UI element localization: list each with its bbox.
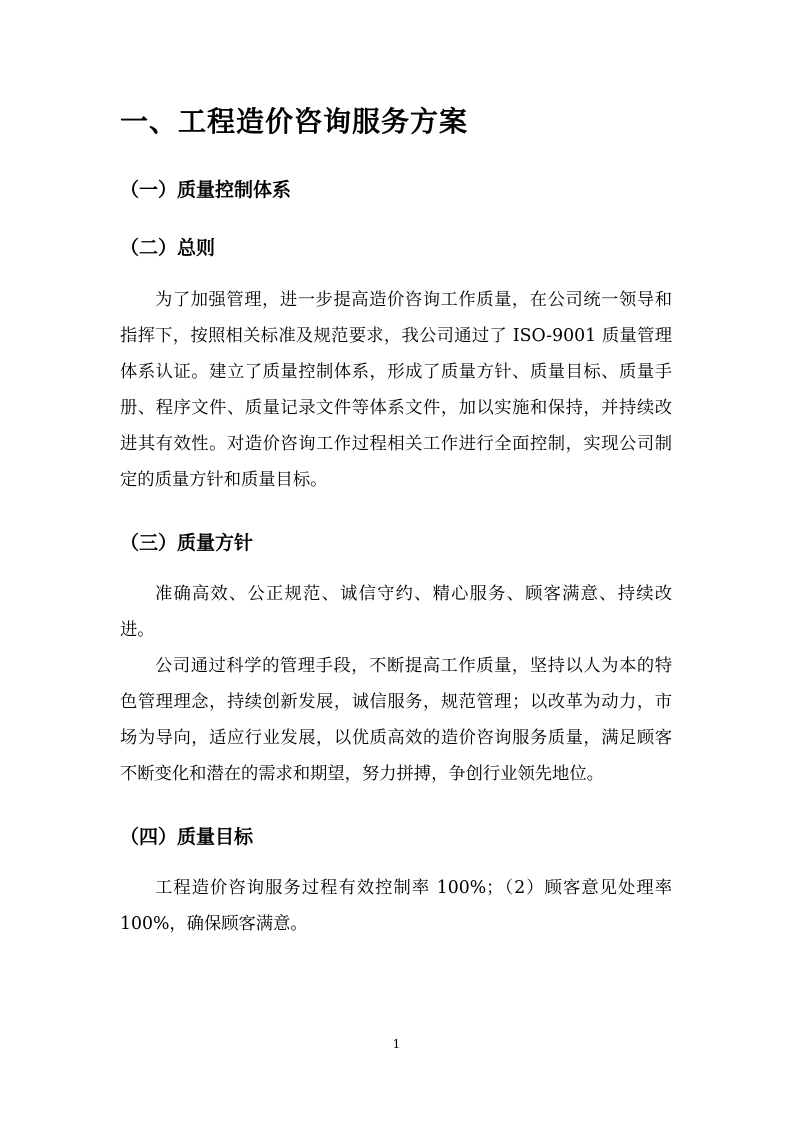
section-heading-quality-policy: （三）质量方针 <box>120 532 254 554</box>
paragraph-quality-policy-slogan: 准确高效、公正规范、诚信守约、精心服务、顾客满意、持续改进。 <box>120 584 672 640</box>
paragraph-general: 为了加强管理，进一步提高造价咨询工作质量，在公司统一领导和指挥下，按照相关标准及规范要求，我公司通过了 ISO-9001 质量管理体系认证。建立了质量控制体系，形成了质量方针、质量目标、质量手册、程序文件、质量记录文件等体系文件，加以实施和保持，并持续改进其有效性。对造价咨询工作过程相关工作进行全面控制，实现公司制定的质量方针和质量目标。 <box>120 290 672 490</box>
section-heading-general: （二）总则 <box>120 237 216 259</box>
page-number: 1 <box>392 1037 401 1051</box>
section-heading-quality-control-system: （一）质量控制体系 <box>120 179 292 201</box>
section-heading-quality-objectives: （四）质量目标 <box>120 826 254 848</box>
document-title: 一、工程造价咨询服务方案 <box>120 105 469 138</box>
paragraph-quality-objectives: 工程造价咨询服务过程有效控制率 100%；（2）顾客意见处理率 100%，确保顾客满意。 <box>120 878 672 934</box>
paragraph-quality-policy-detail: 公司通过科学的管理手段，不断提高工作质量，坚持以人为本的特色管理理念，持续创新发展，诚信服务，规范管理；以改革为动力，市场为导向，适应行业发展，以优质高效的造价咨询服务质量，满足顾客不断变化和潜在的需求和期望，努力拼搏，争创行业领先地位。 <box>120 656 672 784</box>
